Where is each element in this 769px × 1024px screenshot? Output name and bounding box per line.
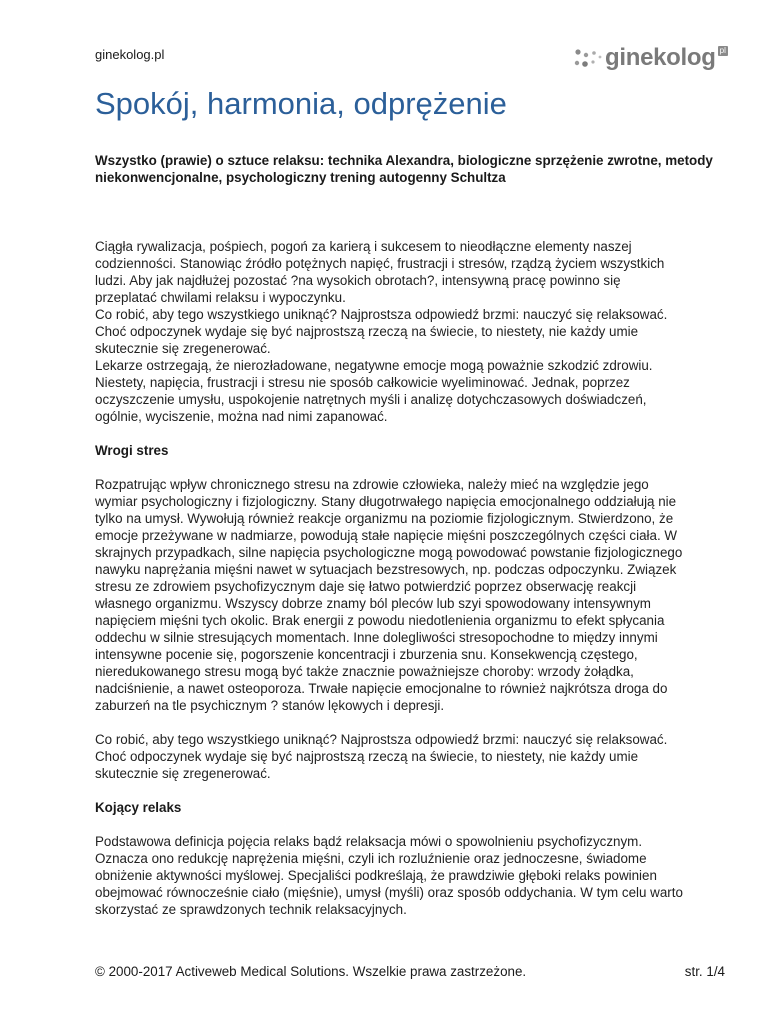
intro-paragraph: Ciągła rywalizacja, pośpiech, pogoń za karierą i sukcesem to nieodłączne elementy naszej codzienności. Stanowiąc źródło potężnych napięć, frustracji i stresów, rządzą życiem wszystkich ludzi. Aby jak najdłużej pozostać ?na wysokich obrotach?, intensywną pracę powinno się przeplatać chwilami relaksu i wypoczynku. Co robić, aby tego wszystkiego uniknąć? Najprostsza odpowiedź brzmi: nauczyć się relaksować. Choć odpoczynek wydaje się być najprostszą rzeczą na świecie, to niestety, nie każdy umie skutecznie się zregenerować. Lekarze ostrzegają, że nierozładowane, negatywne emocje mogą poważnie szkodzić zdrowiu. Niestety, napięcia, frustracji i stresu nie sposób całkowicie wyeliminować. Jednak, poprzez oczyszczenie umysłu, uspokojenie natrętnych myśli i analizę dotychczasowych doświadczeń, ogólnie, wyciszenie, można nad nimi zapanować. (95, 239, 668, 424)
site-logo[interactable] (572, 44, 728, 72)
page-number: str. 1/4 (684, 964, 725, 979)
article-content (95, 152, 725, 918)
article-lead: Wszystko (prawie) o sztuce relaksu: technika Alexandra, biologiczne sprzężenie zwrotne, metody niekonwencjonalne, psychologiczny trening autogenny Schultza (95, 153, 713, 185)
section-heading-stress: Wrogi stres (95, 443, 169, 458)
dots-icon (572, 46, 604, 70)
article-title: Spokój, harmonia, odprężenie (95, 86, 507, 121)
site-name: ginekolog.pl (95, 47, 165, 62)
footer-copyright: © 2000-2017 Activeweb Medical Solutions. Wszelkie prawa zastrzeżone. (95, 964, 527, 979)
relax-paragraph: Podstawowa definicja pojęcia relaks bądź relaksacja mówi o spowolnieniu psychofizycznym. Oznacza ono redukcję naprężenia mięśni, czyli ich rozluźnienie oraz jednoczesne, świadome obniżenie aktywności myślowej. Specjaliści podkreślają, że prawdziwie głęboki relaks powinien obejmować równocześnie ciało (mięśnie), umysł (myśli) oraz sposób oddychania. W tym celu warto skorzystać ze sprawdzonych technik relaksacyjnych. (95, 834, 683, 917)
logo-badge: pl (719, 46, 726, 55)
logo-wordmark: ginekolog (605, 44, 716, 71)
stress-paragraph-repeat: Co robić, aby tego wszystkiego uniknąć? Najprostsza odpowiedź brzmi: nauczyć się relaksować. Choć odpoczynek wydaje się być najprostszą rzeczą na świecie, to niestety, nie każdy umie skutecznie się zregenerować. (95, 732, 668, 781)
section-heading-relax: Kojący relaks (95, 800, 182, 815)
stress-paragraph: Rozpatrując wpływ chronicznego stresu na zdrowie człowieka, należy mieć na względzie jego wymiar psychologiczny i fizjologiczny. Stany długotrwałego napięcia emocjonalnego oddziałują nie tylko na umysł. Wywołują również reakcje organizmu na poziomie fizjologicznym. Stwierdzono, że emocje przeżywane w nadmiarze, powodują stałe napięcie mięśni poszczególnych części ciała. W skrajnych przypadkach, silne napięcia psychologiczne mogą powodować powstanie fizjologicznego nawyku naprężania mięśni nawet w sytuacjach bezstresowych, np. podczas odpoczynku. Związek stresu ze zdrowiem psychofizycznym daje się łatwo potwierdzić poprzez obserwację reakcji własnego organizmu. Wszyscy dobrze znamy ból pleców lub szyi spowodowany intensywnym napięciem mięśni tych okolic. Brak energii z powodu niedotlenienia organizmu to efekt spłycania oddechu w silnie stresujących momentach. Inne dolegliwości stresopochodne to między innymi intensywne pocenie się, pogorszenie koncentracji i zburzenia snu. Konsekwencją częstego, nieredukowanego stresu mogą być także znacznie poważniejsze choroby: wrzody żołądka, nadciśnienie, a nawet osteoporoza. Trwałe napięcie emocjonalne to również najkrótsza droga do zaburzeń na tle psychicznym ? stanów lękowych i depresji. (95, 477, 683, 713)
